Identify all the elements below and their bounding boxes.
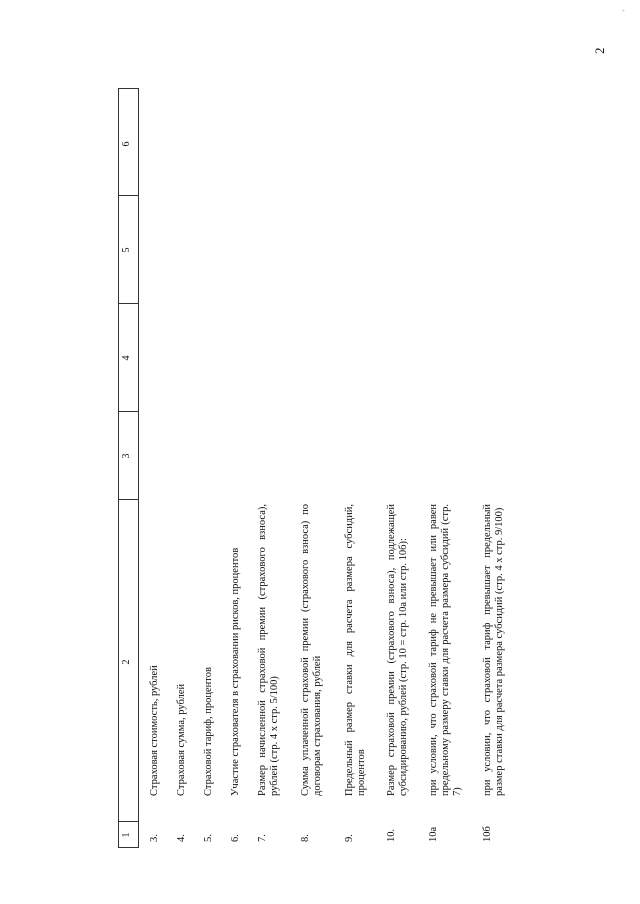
col-separator [118,847,138,848]
col-separator [118,821,138,822]
row-number: 3. [149,834,160,842]
row-number: 8. [300,834,311,842]
row-text: Предельный размер ставки для расчета размера субсидий, процентов [344,504,367,796]
col-separator [118,411,138,412]
column-number: 4 [121,355,132,361]
column-number: 1 [121,832,132,838]
row-text: Размер страховой премии (страхового взноса), подлежащей субсидированию, рублей (стр. 10 = стр. 10а или стр. 10б): [386,504,409,796]
table-top-line [118,88,119,848]
row-text: Страховая стоимость, рублей [149,665,160,796]
row-number: 7. [257,834,268,842]
row-text: Страховая сумма, рублей [176,683,187,796]
column-number: 5 [121,247,132,253]
row-text: при условии, что страховой тариф превышает предельный размер ставки для расчета размера субсидий (стр. 4 x стр. 9/100) [482,504,505,796]
row-number: 10б [482,826,493,842]
row-text: при условии, что страховой тариф не превышает или равен предельному размеру ставки для расчета размера субсидий (стр. 7) [428,504,463,796]
column-number: 3 [121,453,132,459]
row-text: Участие страхователя в страховании рисков, процентов [230,547,241,796]
table-header-bottom-line [138,88,139,848]
row-number: 5. [203,834,214,842]
page-number: 2 [592,47,607,54]
col-separator [118,88,138,89]
column-number: 6 [121,141,132,147]
row-number: 10а [428,826,439,842]
column-number: 2 [121,659,132,665]
rotated-table [118,88,588,848]
col-separator [118,303,138,304]
col-separator [118,499,138,500]
row-text: Страховой тариф, процентов [203,667,214,796]
row-text: Сумма уплаченной страховой премии (страхового взноса) по договорам страхования, рублей [300,504,323,796]
row-number: 9. [344,834,355,842]
corner-mark: - [622,6,625,15]
row-number: 6. [230,834,241,842]
row-number: 4. [176,834,187,842]
row-number: 10. [386,828,397,842]
row-text: Размер начисленной страховой премии (страхового взноса), рублей (стр. 4 x стр. 5/100) [257,504,280,796]
col-separator [118,195,138,196]
